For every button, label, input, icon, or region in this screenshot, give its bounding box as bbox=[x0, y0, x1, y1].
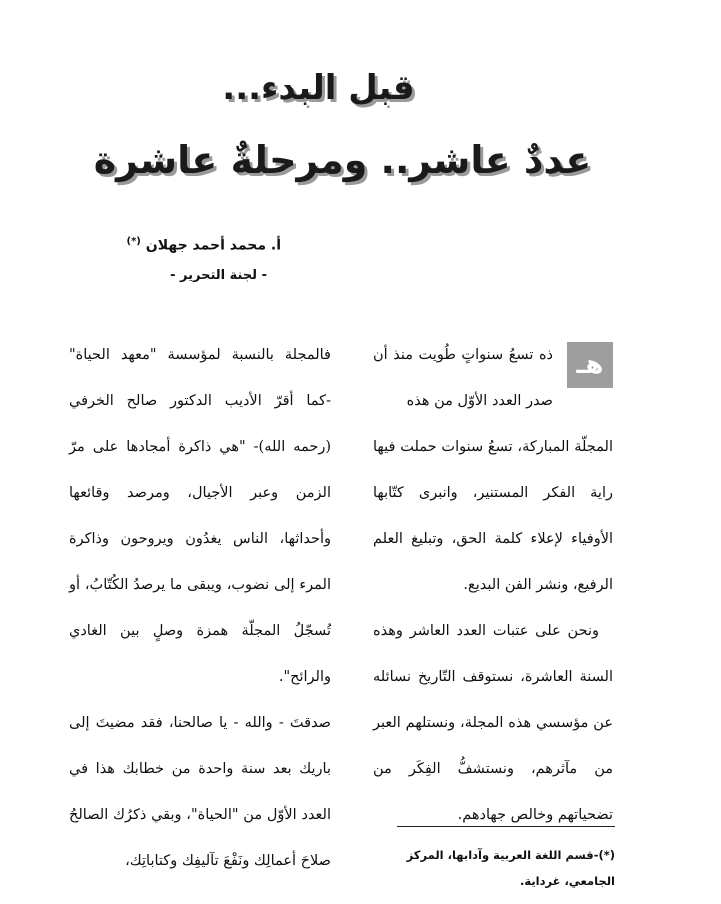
author-byline bbox=[127, 236, 282, 254]
author-name: أ. محمد أحمد جهلان bbox=[145, 237, 281, 254]
footnote: (*)-قسم اللغة العربية وآدابها، المركز الجامعي، غرداية. bbox=[406, 848, 615, 888]
right-column bbox=[373, 332, 613, 838]
editorial-committee: - لجنة التحرير - bbox=[170, 268, 267, 283]
page-title: قبل البدء... bbox=[222, 68, 415, 108]
paragraph: صدقتَ - والله - يا صالحنا، فقد مضيتَ إلى باريك بعد سنة واحدة من خطابك هذا في العدد الأوّل من "الحياة"، وبقي ذكرُك الصالحُ صلاحَ أعمالِك ونَفْعَ تآليفِك وكتاباتِك، bbox=[69, 715, 331, 869]
paragraph: المجلّة المباركة، تسعُ سنوات حملت فيها راية الفكر المستنير، وانبرى كتّابها الأوفياء لإعلاء كلمة الحق، وتبليغ العلم الرفيع، ونشر الفن البديع. bbox=[373, 439, 613, 593]
paragraph: فالمجلة بالنسبة لمؤسسة "معهد الحياة" -كما أقرّ الأديب الدكتور صالح الخرفي (رحمه الله)- "هي ذاكرة أمجادها على مرّ الزمن وعبر الأجيال، ومرصد وقائعها وأحداثها، الناس يغدُون ويروحون وذاكرة المرء إلى نضوب، ويبقى ما يرصدُ الكُتّابُ، أو تُسجّلُ المجلّة همزة وصلٍ بين الغادي والرائح". bbox=[69, 347, 331, 685]
page-subtitle: عددٌ عاشر.. ومرحلةٌ عاشرة bbox=[93, 138, 592, 182]
drop-cap: هـ bbox=[567, 342, 613, 388]
paragraph-lead: ذه تسعُ سنواتٍ طُويت منذ أن صدر العدد الأوّل من هذه bbox=[373, 347, 553, 409]
footnote-divider bbox=[397, 826, 615, 827]
paragraph: ونحن على عتبات العدد العاشر وهذه السنة العاشرة، نستوقف التّاريخ نسائله عن مؤسسي هذه المجلة، ونستلهم العبر من مآثرهم، ونستشفُّ الفِكَر من تضحياتهم وخالص جهادهم. bbox=[373, 623, 613, 823]
left-column bbox=[69, 332, 331, 884]
footnote-marker: (*) bbox=[126, 236, 141, 247]
